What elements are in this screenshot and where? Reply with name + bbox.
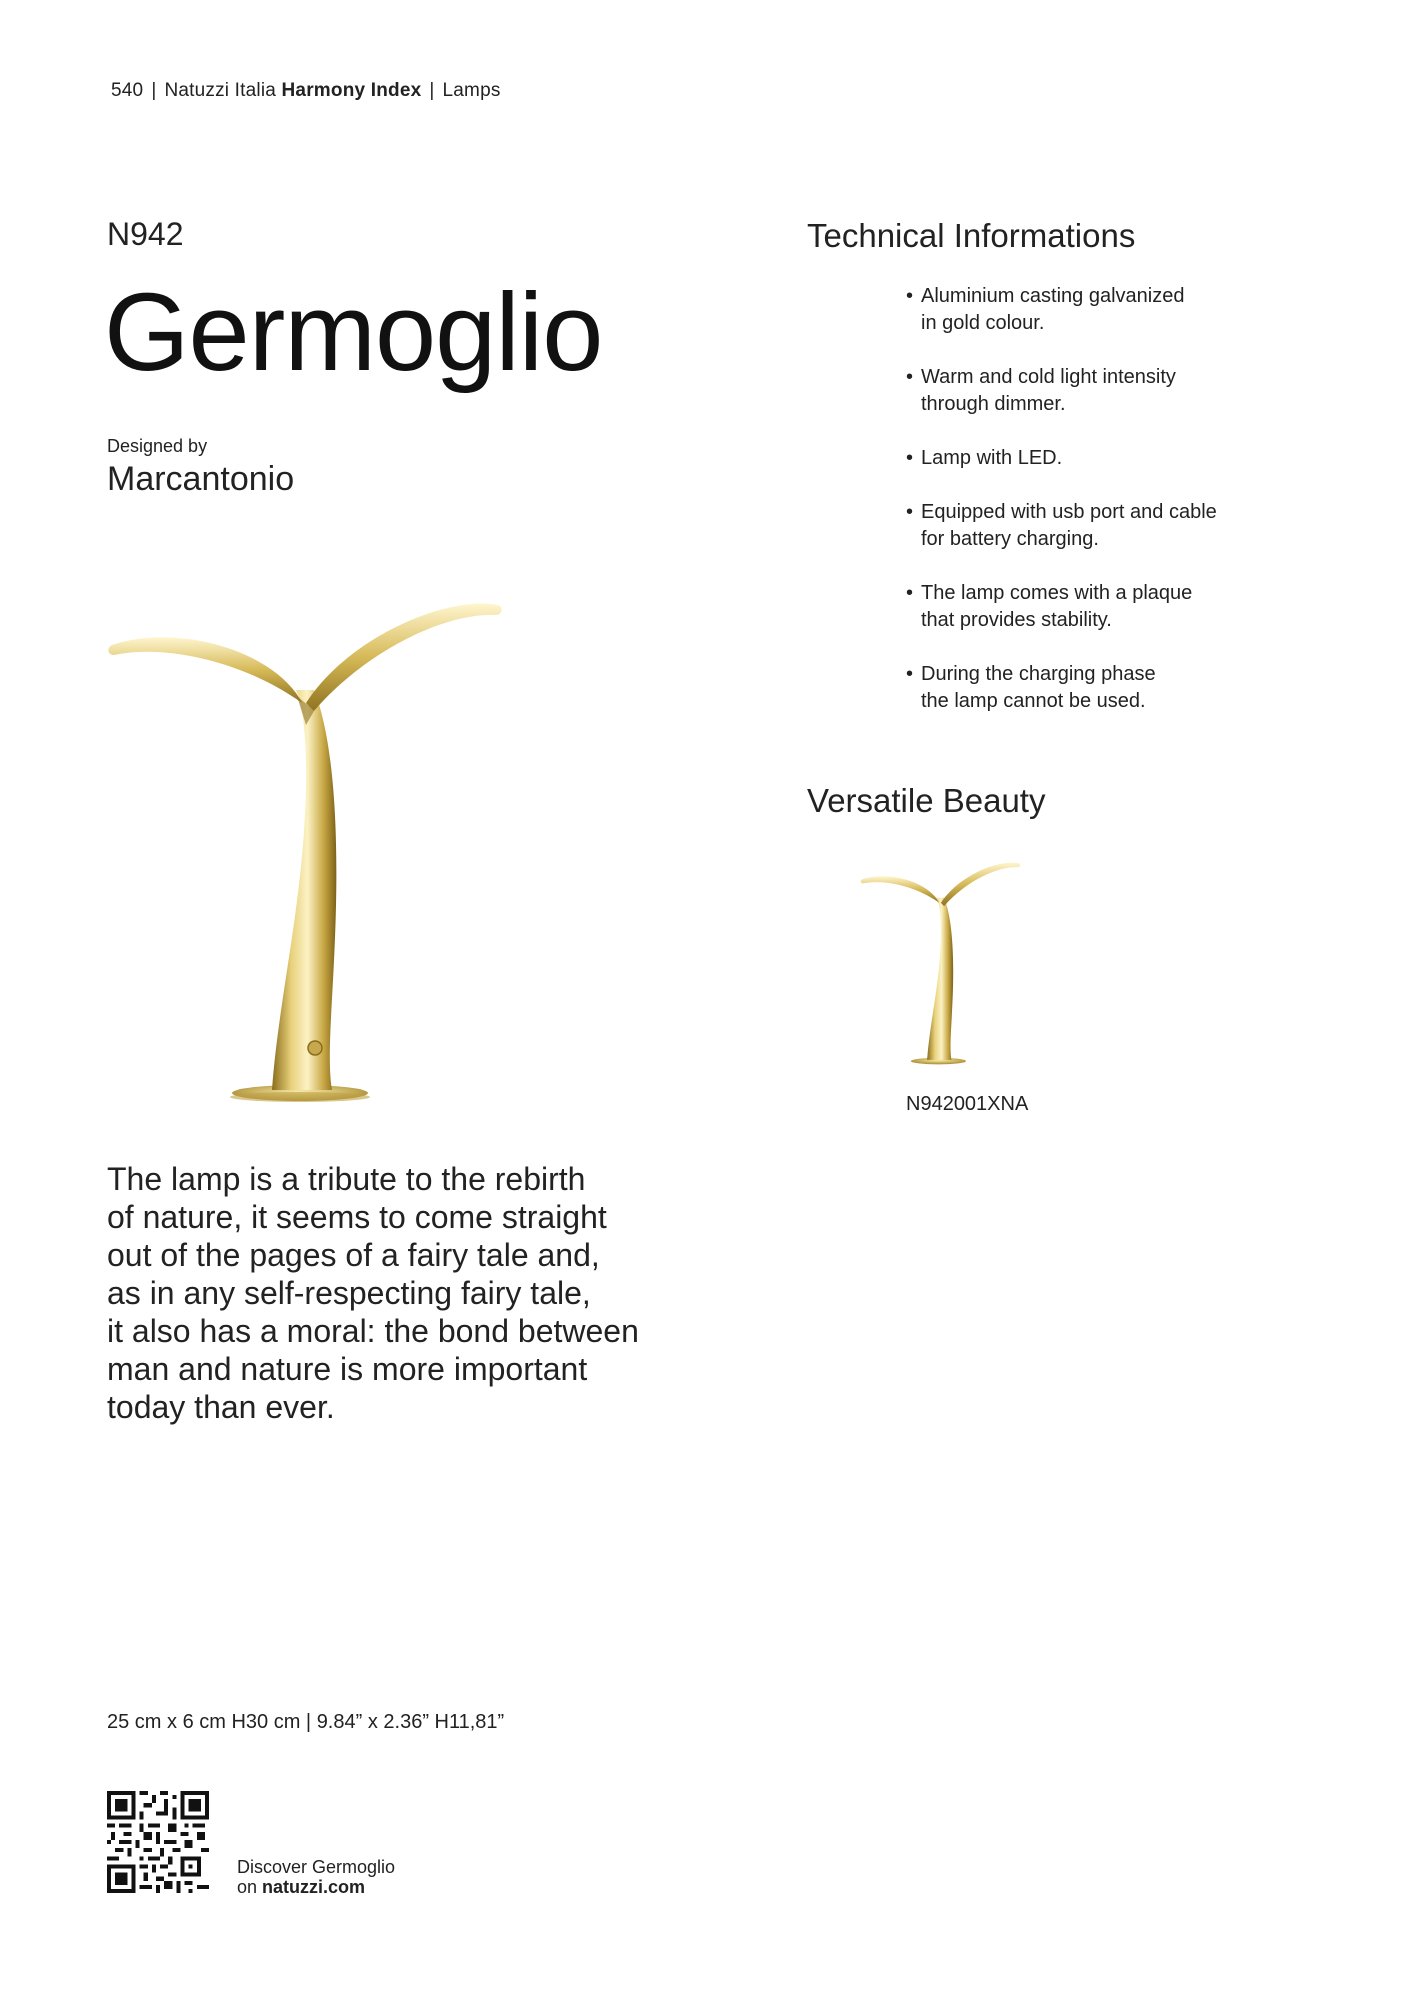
technical-info-list bbox=[906, 283, 1306, 742]
list-item bbox=[906, 364, 1306, 418]
product-title: Germoglio bbox=[104, 271, 603, 394]
list-item-line: in gold colour. bbox=[921, 312, 1045, 334]
page-header: 540 | Natuzzi Italia Harmony Index | Lamps bbox=[111, 80, 501, 101]
description-line: as in any self-respecting fairy tale, bbox=[107, 1275, 591, 1311]
list-item bbox=[906, 499, 1306, 553]
list-item-line: • The lamp comes with a plaque bbox=[921, 582, 1193, 604]
description-line: today than ever. bbox=[107, 1389, 335, 1425]
list-item-line: through dimmer. bbox=[921, 393, 1066, 415]
description-line: man and nature is more important bbox=[107, 1351, 588, 1387]
lamp-variant-image[interactable] bbox=[855, 855, 1030, 1070]
list-item-line: the lamp cannot be used. bbox=[921, 690, 1146, 712]
product-dimensions: 25 cm x 6 cm H30 cm | 9.84” x 2.36” H11,81” bbox=[107, 1711, 505, 1733]
list-item-line: • Equipped with usb port and cable bbox=[921, 501, 1217, 523]
designer-name: Marcantonio bbox=[107, 460, 295, 498]
description-line: of nature, it seems to come straight bbox=[107, 1199, 607, 1235]
designed-by-label: Designed by bbox=[107, 436, 208, 456]
variant-code: N942001XNA bbox=[906, 1093, 1029, 1115]
qr-code[interactable] bbox=[107, 1791, 209, 1893]
list-item bbox=[906, 445, 1306, 472]
product-description bbox=[107, 1160, 707, 1426]
discover-link[interactable] bbox=[237, 1857, 395, 1897]
list-item-line: • Lamp with LED. bbox=[921, 447, 1063, 469]
section-name: Lamps bbox=[442, 80, 501, 101]
website-link[interactable]: natuzzi.com bbox=[262, 1877, 366, 1897]
description-line: it also has a moral: the bond between bbox=[107, 1313, 639, 1349]
brand-name: Natuzzi Italia bbox=[164, 80, 277, 101]
versatile-beauty-heading: Versatile Beauty bbox=[807, 782, 1046, 819]
discover-line: Discover Germoglio bbox=[237, 1857, 396, 1877]
technical-info-heading: Technical Informations bbox=[807, 217, 1136, 254]
discover-prefix: on bbox=[237, 1877, 258, 1897]
list-item bbox=[906, 283, 1306, 337]
product-code: N942 bbox=[107, 216, 184, 252]
description-line: The lamp is a tribute to the rebirth bbox=[107, 1161, 586, 1197]
list-item-line: • Warm and cold light intensity bbox=[921, 366, 1176, 388]
list-item bbox=[906, 580, 1306, 634]
collection-name: Harmony Index bbox=[281, 80, 422, 101]
lamp-product-image bbox=[100, 585, 520, 1115]
list-item bbox=[906, 661, 1306, 715]
list-item-line: that provides stability. bbox=[921, 609, 1112, 631]
list-item-line: • During the charging phase bbox=[921, 663, 1156, 685]
list-item-line: • Aluminium casting galvanized bbox=[921, 285, 1185, 307]
list-item-line: for battery charging. bbox=[921, 528, 1099, 550]
page-number: 540 bbox=[111, 80, 144, 101]
description-line: out of the pages of a fairy tale and, bbox=[107, 1237, 600, 1273]
